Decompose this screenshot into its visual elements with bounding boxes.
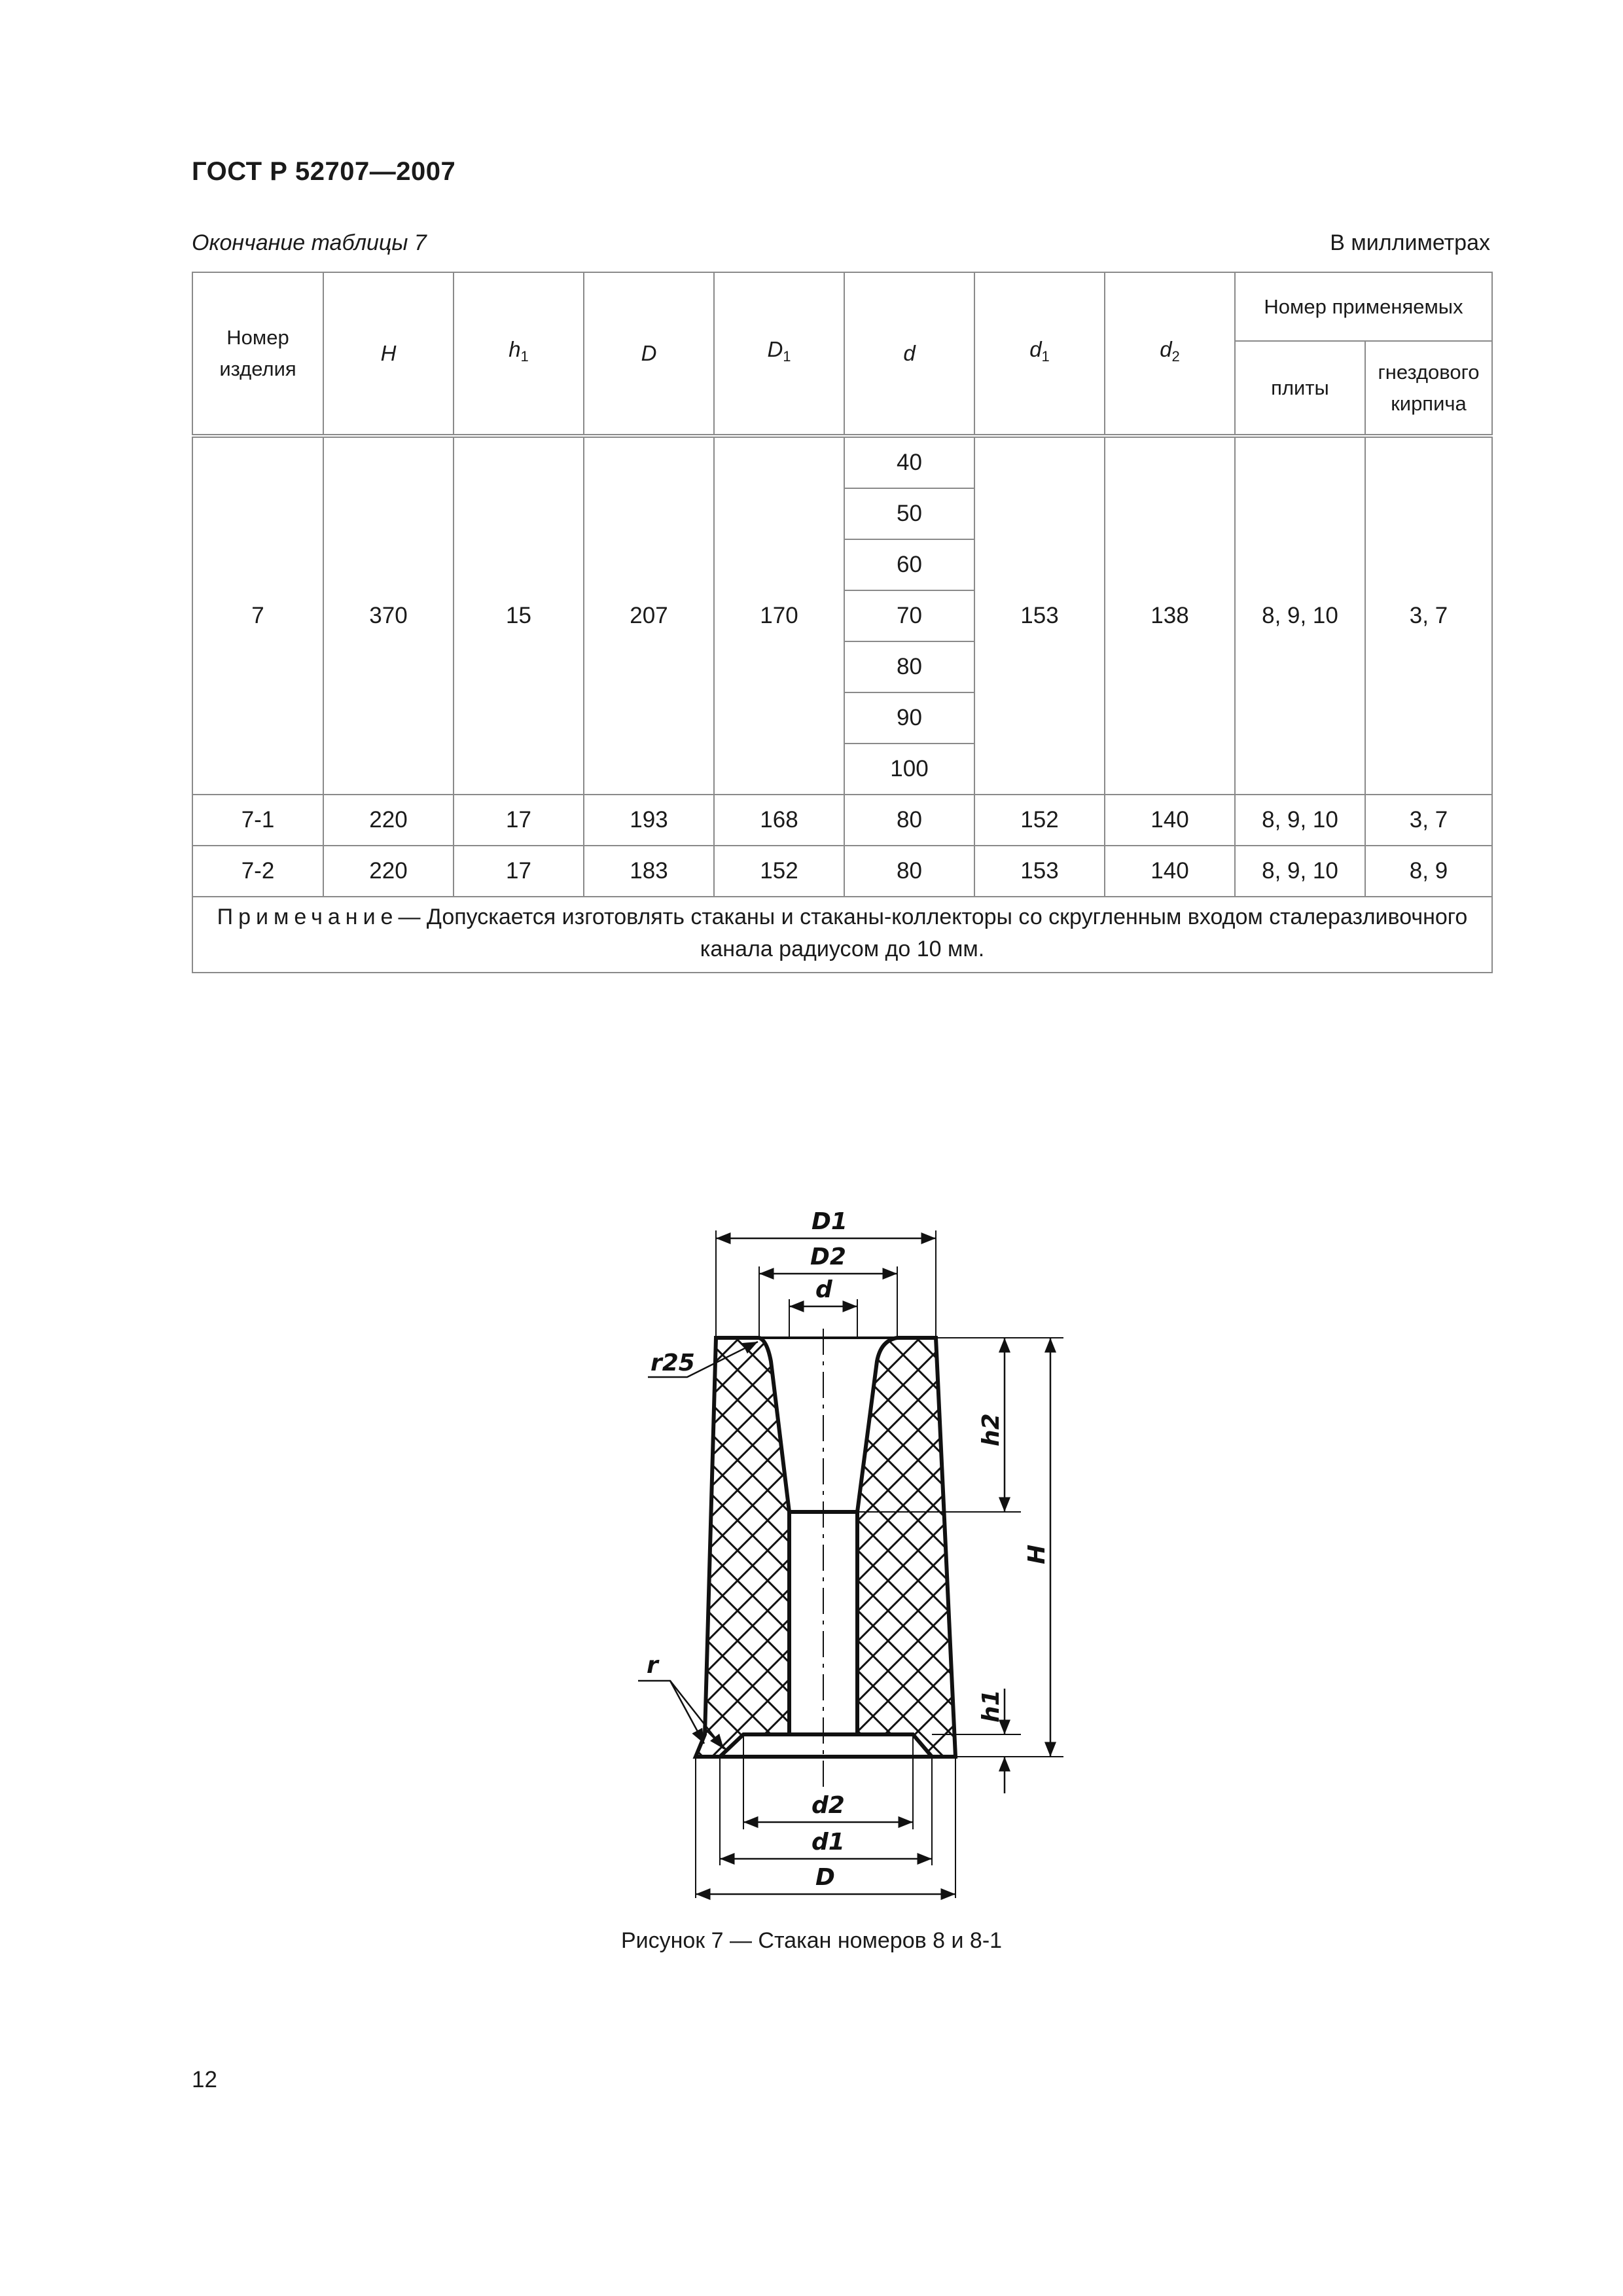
cell-plates: 8, 9, 10 <box>1235 795 1365 846</box>
left-wall <box>696 1338 789 1757</box>
note-lead: Примечание <box>217 905 399 929</box>
figure-caption: Рисунок 7 — Стакан номеров 8 и 8-1 <box>620 1928 1003 1953</box>
cell-brick: 3, 7 <box>1365 436 1492 795</box>
right-wall <box>857 1338 955 1757</box>
label-h2: h2 <box>978 1413 1005 1446</box>
table-row <box>192 795 1492 846</box>
cell-D: 207 <box>584 436 714 795</box>
cell-h1: 17 <box>454 846 584 897</box>
cell-d: 60 <box>844 539 974 590</box>
label-r25: r25 <box>651 1350 695 1376</box>
header-item-no: Номер изделия <box>192 272 323 436</box>
cell-d: 80 <box>844 846 974 897</box>
cell-plates: 8, 9, 10 <box>1235 846 1365 897</box>
cell-item: 7-1 <box>192 795 323 846</box>
cell-d1: 152 <box>974 795 1105 846</box>
cell-d1: 153 <box>974 846 1105 897</box>
label-h1: h1 <box>978 1689 1005 1723</box>
label-D1: D1 <box>812 1208 847 1235</box>
header-plates: плиты <box>1235 341 1365 436</box>
cell-d2: 140 <box>1105 846 1235 897</box>
header-D: D <box>584 272 714 436</box>
table-note <box>192 897 1492 973</box>
header-nest-brick: гнездового кирпича <box>1365 341 1492 436</box>
page-number: 12 <box>192 2067 217 2092</box>
label-d1: d1 <box>812 1829 845 1856</box>
label-d2: d2 <box>812 1792 845 1819</box>
cell-h1: 15 <box>454 436 584 795</box>
label-D: D <box>815 1864 835 1891</box>
header-h1: $h_1$ <box>454 272 584 436</box>
cell-d2: 138 <box>1105 436 1235 795</box>
cell-d: 50 <box>844 488 974 539</box>
header-d1: $d_1$ <box>974 272 1105 436</box>
dimensions-table <box>192 272 1493 973</box>
label-H: H <box>1024 1544 1050 1564</box>
cell-H: 220 <box>323 795 454 846</box>
label-d: d <box>815 1276 832 1303</box>
header-D1: $D_1$ <box>714 272 844 436</box>
header-d2: $d_2$ <box>1105 272 1235 436</box>
cell-d: 80 <box>844 641 974 692</box>
cell-D1: 152 <box>714 846 844 897</box>
cell-d1: 153 <box>974 436 1105 795</box>
nozzle-drawing <box>622 1191 1050 1905</box>
cell-item: 7-2 <box>192 846 323 897</box>
cell-d: 90 <box>844 692 974 744</box>
cell-D1: 170 <box>714 436 844 795</box>
label-r: r <box>647 1652 658 1679</box>
cell-d: 80 <box>844 795 974 846</box>
cell-d: 70 <box>844 590 974 641</box>
header-applied-group: Номер применяемых <box>1235 272 1492 341</box>
cell-H: 370 <box>323 436 454 795</box>
table-row <box>192 846 1492 897</box>
cell-D: 183 <box>584 846 714 897</box>
cell-D: 193 <box>584 795 714 846</box>
cell-d2: 140 <box>1105 795 1235 846</box>
units-label: В миллиметрах <box>1330 230 1490 255</box>
cell-item: 7 <box>192 436 323 795</box>
cell-h1: 17 <box>454 795 584 846</box>
cell-H: 220 <box>323 846 454 897</box>
cell-D1: 168 <box>714 795 844 846</box>
header-d: d <box>844 272 974 436</box>
note-text: — Допускается изготовлять стаканы и стаканы-коллекторы со скругленным входом сталеразливочного канала радиусом до 10 мм. <box>398 905 1468 961</box>
document-code: ГОСТ Р 52707—2007 <box>192 157 456 186</box>
cell-brick: 8, 9 <box>1365 846 1492 897</box>
label-D2: D2 <box>810 1244 846 1270</box>
cell-brick: 3, 7 <box>1365 795 1492 846</box>
header-H: H <box>323 272 454 436</box>
cell-d: 100 <box>844 744 974 795</box>
table-continuation-label: Окончание таблицы 7 <box>192 230 427 255</box>
cell-plates: 8, 9, 10 <box>1235 436 1365 795</box>
cell-d: 40 <box>844 436 974 488</box>
